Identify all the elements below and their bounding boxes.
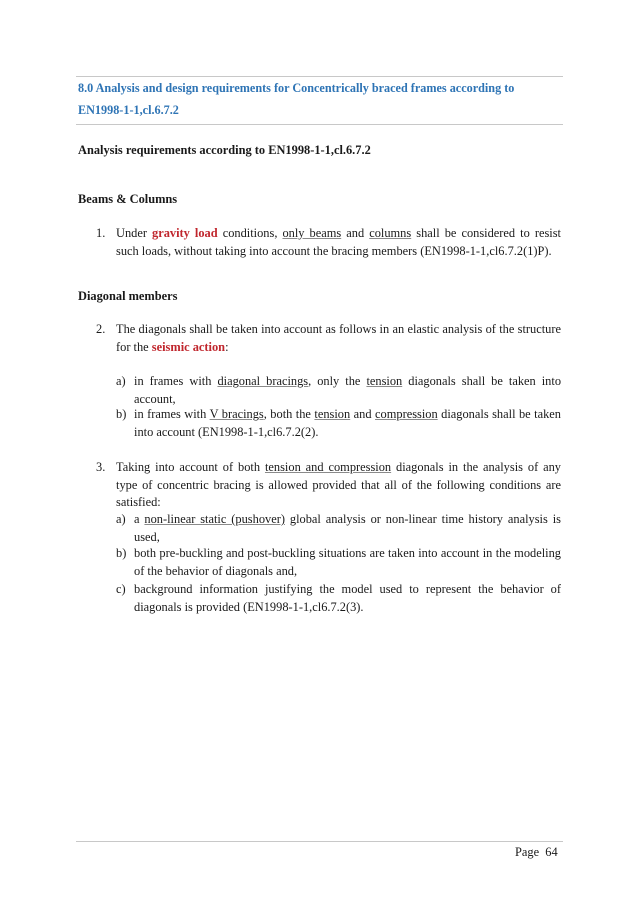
item-2a-text: in frames with diagonal bracings, only the tension diagonals shall be taken into account, [134,374,562,406]
item-3a-letter: a) [116,512,126,526]
item-2b-text: in frames with V bracings, both the tension and compression diagonals shall be taken into account (EN1998-1-1,cl6.7.2(2). [134,407,561,439]
diagonal-bracings-term: diagonal bracings [217,374,309,388]
tension-term: tension [314,407,351,421]
section-title [78,77,560,121]
item-3c-text: background information justifying the model used to represent the behavior of diagonals is provided (EN1998-1-1,cl6.7.2(3). [134,582,561,614]
item-3b-text: both pre-buckling and post-buckling situations are taken into account in the modeling of the behavior of diagonals and, [134,546,561,578]
gravity-load-term: gravity load [152,226,218,240]
item-2-text: The diagonals shall be taken into account as follows in an elastic analysis of the structure for the seismic action: [116,322,561,354]
item-3b-letter: b) [116,546,127,560]
diagonal-members-heading: Diagonal members [78,289,178,303]
item-3-text: Taking into account of both tension and compression diagonals in the analysis of any type of concentric bracing is allowed provided that all of the following conditions are satisfied: [116,460,562,509]
item-3c-letter: c) [116,582,126,596]
item-1-text: Under gravity load conditions, only beams and columns shall be considered to resist such loads, without taking into account the bracing members (EN1998-1-1,cl6.7.2(1)P). [116,226,562,258]
item-3-number: 3. [96,460,106,474]
page-label: Page [515,845,540,859]
section-title-line1: 8.0 Analysis and design requirements for Concentrically braced frames according to [78,81,515,95]
page-number-value: 64 [545,845,558,859]
section-title-line2: EN1998-1-1,cl.6.7.2 [78,103,179,117]
pushover-term: non-linear static (pushover) [144,512,285,526]
tension-term: tension [366,374,403,388]
item-2-number: 2. [96,322,106,336]
item-2a-letter: a) [116,374,126,388]
footer-rule [76,841,563,842]
title-bottom-rule [76,124,563,125]
item-1-number: 1. [96,226,106,240]
compression-term: compression [375,407,438,421]
seismic-action-term: seismic action [151,339,226,354]
tension-and-compression-term: tension and compression [264,460,392,474]
beams-columns-heading: Beams & Columns [78,192,178,206]
page-number [515,845,558,860]
item-3a-text: a non-linear static (pushover) global analysis or non-linear time history analysis is used, [134,512,561,544]
item-2b-letter: b) [116,407,127,421]
columns-term: columns [369,226,412,240]
only-beams-term: only beams [282,226,342,240]
analysis-subheading: Analysis requirements according to EN1998-1-1,cl.6.7.2 [78,143,371,157]
v-bracings-term: V bracings [209,407,264,421]
